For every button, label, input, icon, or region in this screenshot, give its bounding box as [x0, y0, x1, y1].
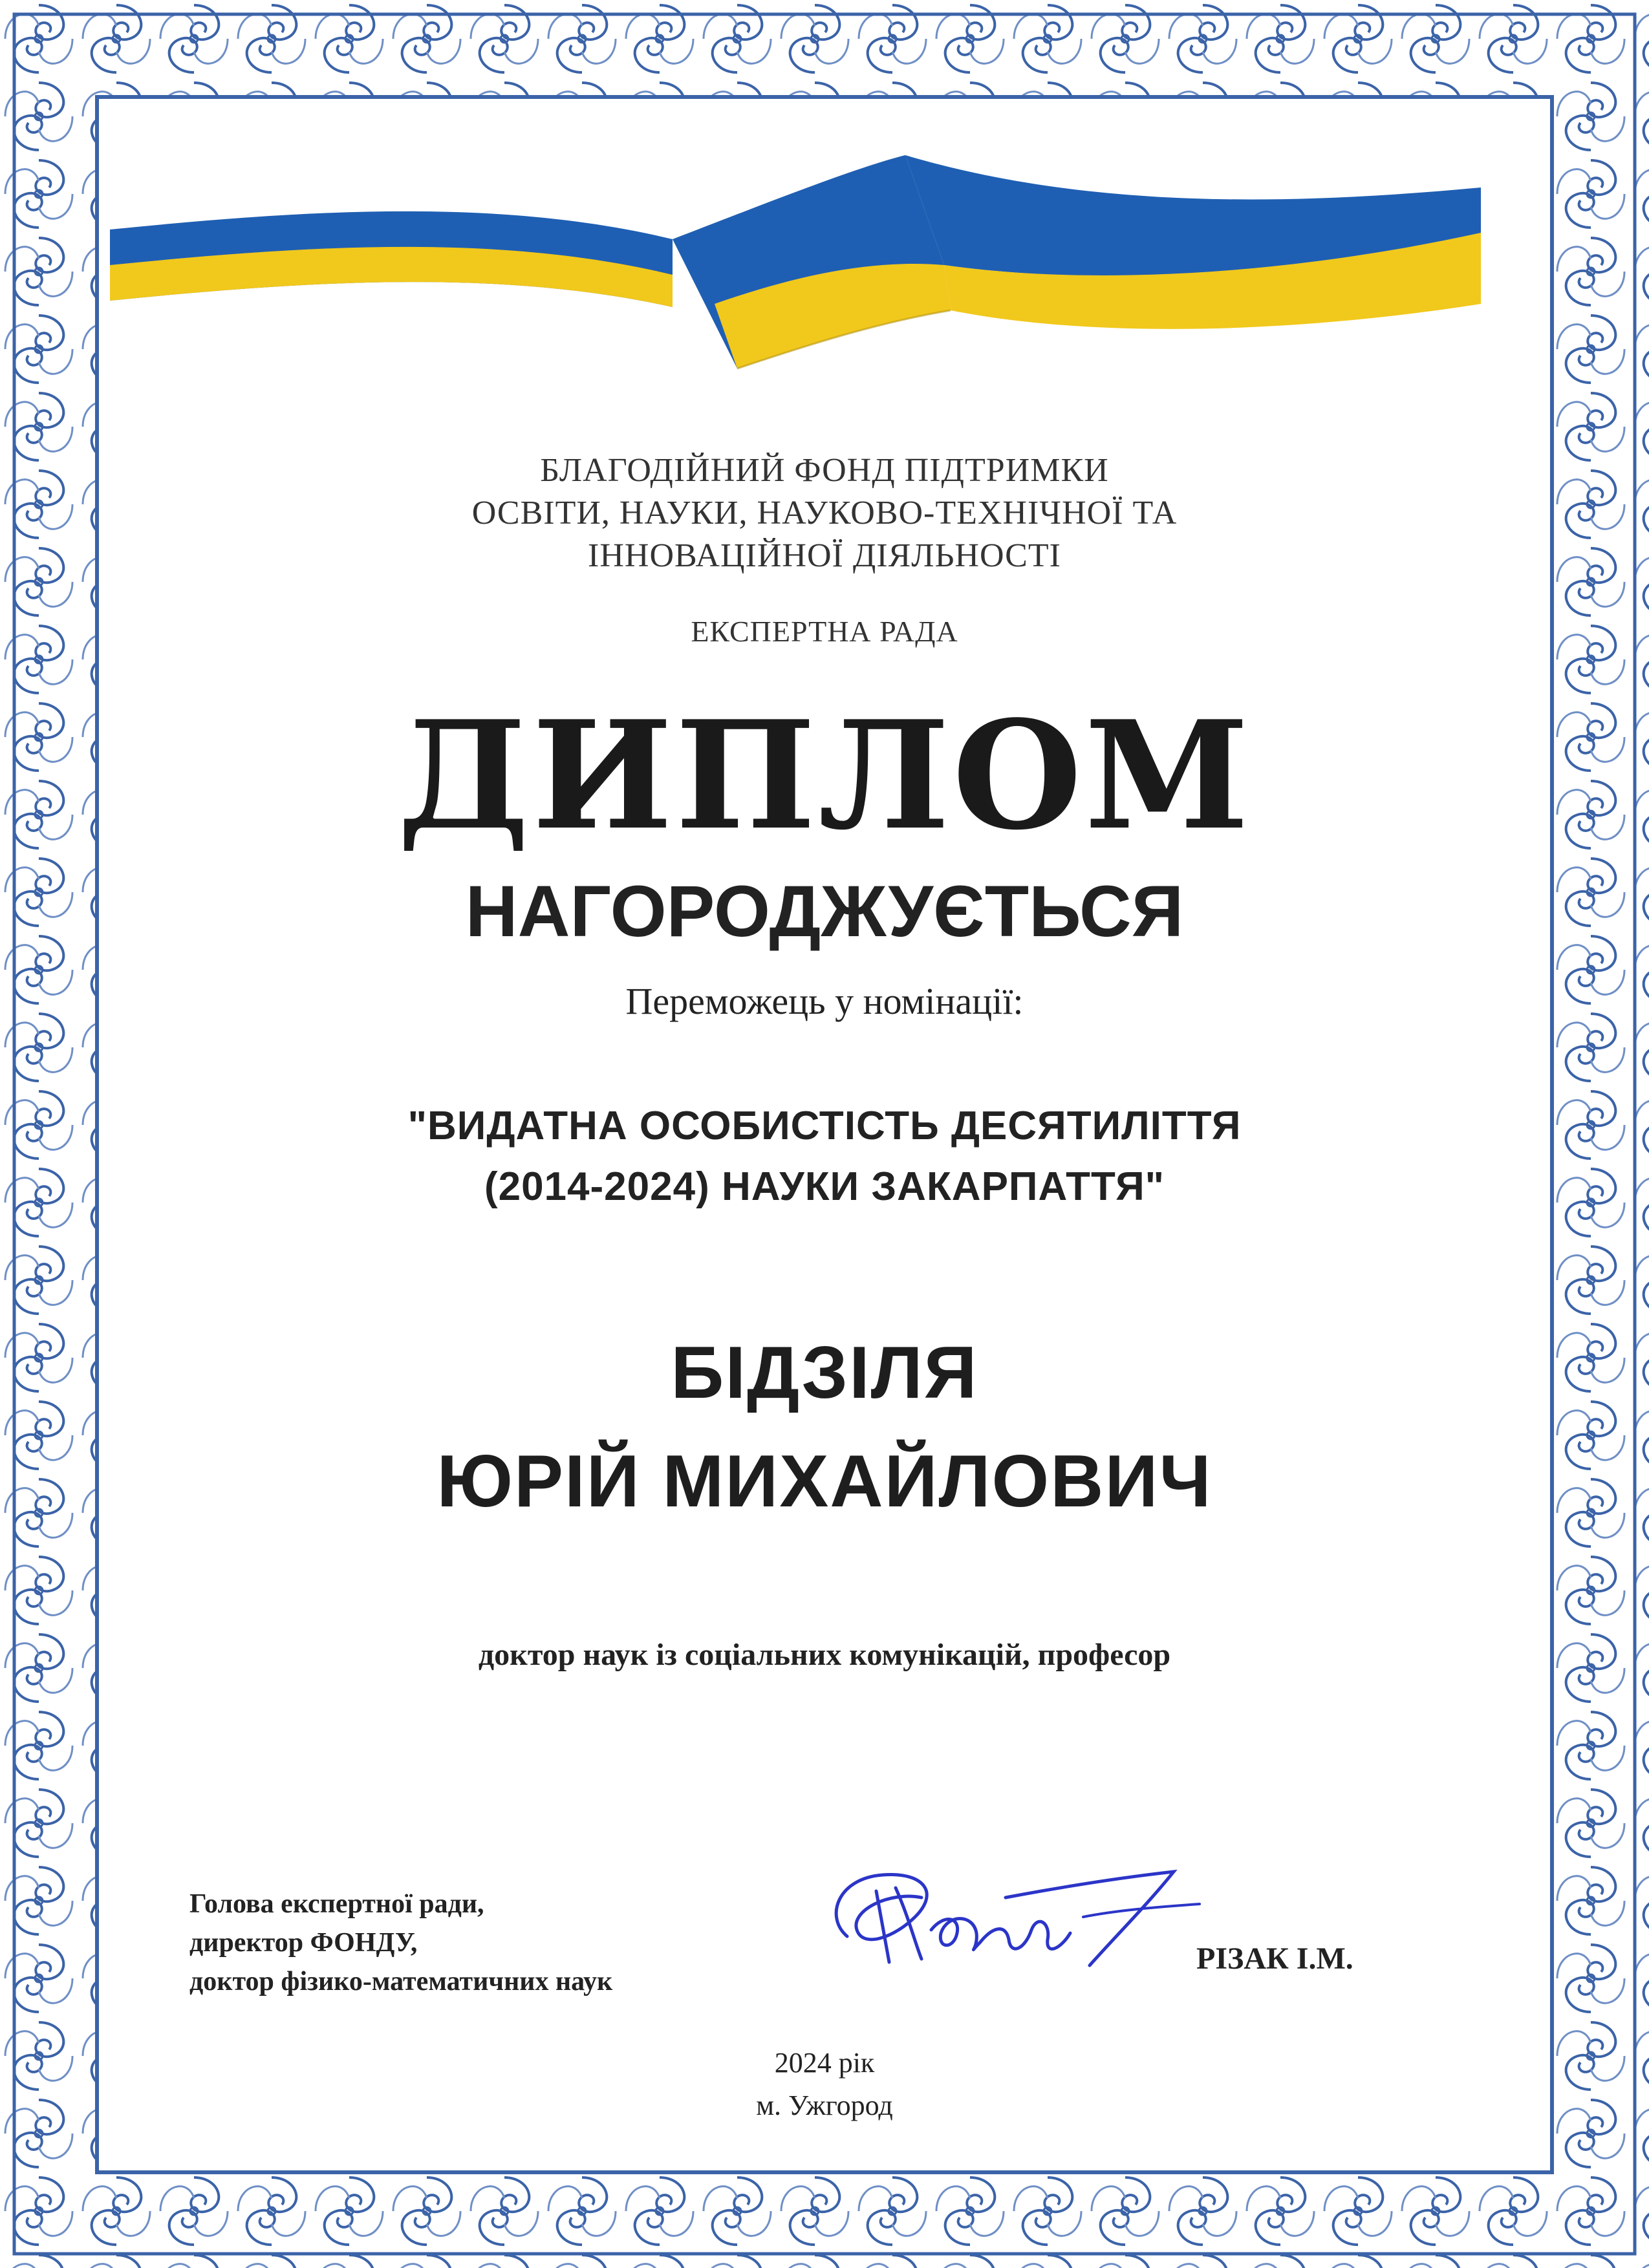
signatory-name: РІЗАК І.М.	[1196, 1942, 1353, 1976]
organization-name	[0, 449, 1649, 577]
signatory-line: Голова експертної ради,	[189, 1889, 484, 1919]
signatory-line: директор ФОНДУ,	[189, 1928, 418, 1958]
signatory-line: доктор фізико-математичних наук	[189, 1967, 613, 1996]
signatory-position	[189, 1885, 612, 2001]
winner-text: Переможець у номінації:	[625, 980, 1024, 1022]
nomination-line: "ВИДАТНА ОСОБИСТІСТЬ ДЕСЯТИЛІТТЯ	[407, 1104, 1242, 1148]
org-line: ОСВІТИ, НАУКИ, НАУКОВО-ТЕХНІЧНОЇ ТА	[471, 495, 1178, 531]
nomination-line: (2014-2024) НАУКИ ЗАКАРПАТТЯ"	[484, 1164, 1165, 1209]
handwritten-signature	[812, 1852, 1212, 1988]
org-line: БЛАГОДІЙНИЙ ФОНД ПІДТРИМКИ	[540, 452, 1109, 489]
issue-year: 2024 рік	[774, 2047, 875, 2079]
expert-council-label: ЕКСПЕРТНА РАДА	[691, 615, 958, 648]
issue-city: м. Ужгород	[756, 2090, 893, 2121]
recipient-degree: доктор наук із соціальних комунікацій, професор	[478, 1638, 1171, 1672]
recipient-surname: БІДЗІЛЯ	[671, 1332, 978, 1414]
nomination-title	[0, 1096, 1649, 1217]
recipient-name	[0, 1319, 1649, 1536]
org-line: ІННОВАЦІЙНОЇ ДІЯЛЬНОСТІ	[588, 537, 1061, 574]
issue-place-date	[0, 2042, 1649, 2127]
recipient-given-names: ЮРІЙ МИХАЙЛОВИЧ	[436, 1440, 1212, 1523]
awarded-heading: НАГОРОДЖУЄТЬСЯ	[465, 871, 1184, 952]
diploma-title: ДИПЛОМ	[397, 689, 1252, 863]
flag-ribbon	[110, 129, 1481, 414]
